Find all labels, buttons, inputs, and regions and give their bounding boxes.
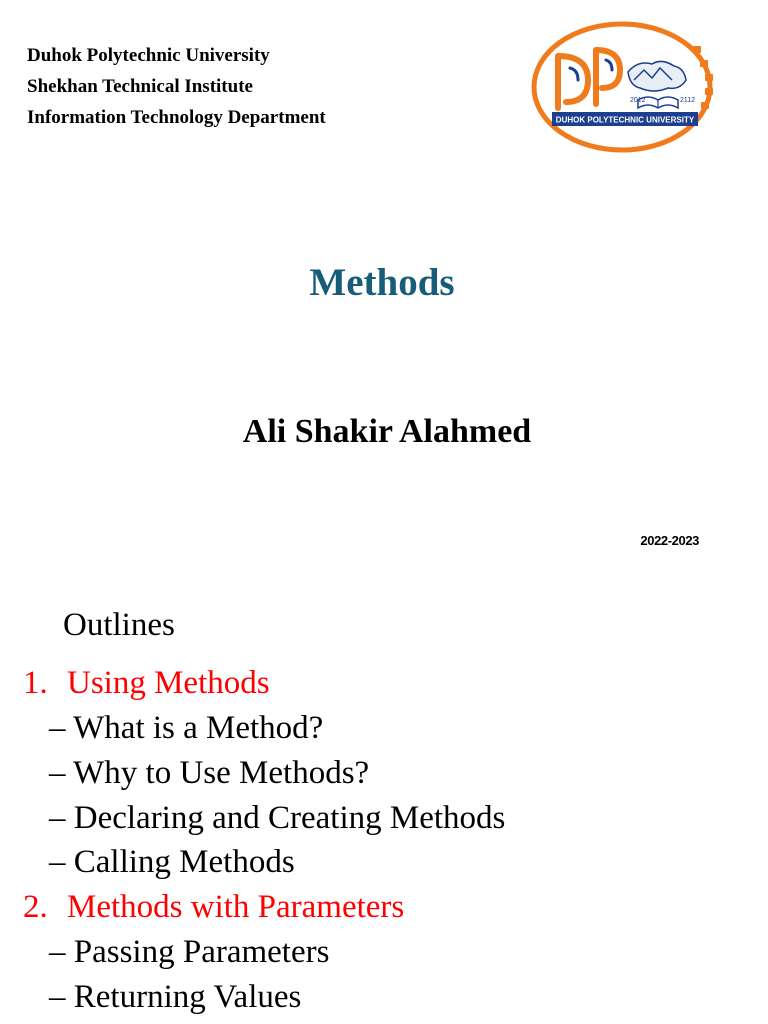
department-name: Information Technology Department <box>27 107 326 128</box>
outline-item-text: – What is a Method? <box>49 709 324 746</box>
outline-item <box>0 706 768 751</box>
section-title: Using Methods <box>67 665 270 701</box>
institution-header <box>27 40 326 133</box>
institute-name: Shekhan Technical Institute <box>27 76 253 97</box>
outline-item-text: – Returning Values <box>49 978 302 1015</box>
outline-item <box>0 975 768 1020</box>
logo-year-right: 2112 <box>680 97 696 104</box>
outline-section <box>0 661 768 706</box>
university-logo <box>530 20 716 154</box>
outline-heading: Outlines <box>63 607 175 643</box>
outline-item-text: – Calling Methods <box>49 844 295 881</box>
outline-item <box>0 751 768 796</box>
outline-list <box>0 661 768 1020</box>
author-name: Ali Shakir Alahmed <box>242 413 532 450</box>
section-title: Methods with Parameters <box>67 889 405 926</box>
outline-item-text: – Why to Use Methods? <box>49 754 370 791</box>
academic-year: 2022-2023 <box>640 533 699 548</box>
outline-item <box>0 840 768 885</box>
outline-item-text: – Passing Parameters <box>49 934 330 971</box>
section-number: 1. <box>23 665 48 701</box>
presentation-title: Methods <box>309 261 455 304</box>
logo-banner-text: DUHOK POLYTECHNIC UNIVERSITY <box>555 115 695 125</box>
outline-item-text: – Declaring and Creating Methods <box>49 799 506 836</box>
university-name: Duhok Polytechnic University <box>27 45 270 66</box>
outline-item <box>0 930 768 975</box>
logo-year-left: 2012 <box>630 97 646 104</box>
section-number: 2. <box>23 889 48 926</box>
outline-item <box>0 796 768 841</box>
outline-section <box>0 885 768 930</box>
